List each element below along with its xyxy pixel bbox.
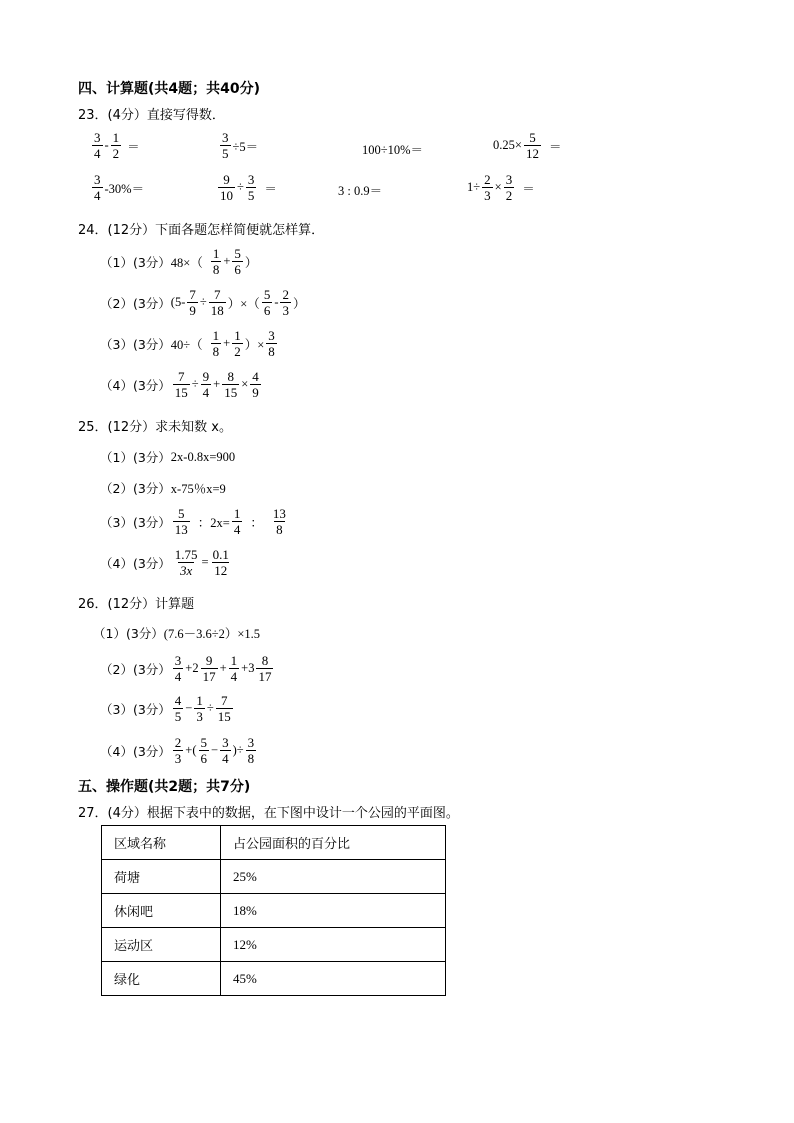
section-title: 四、计算题(共4题；共40分) bbox=[78, 81, 261, 97]
question-23-label: 23．(4分）直接写得数． bbox=[78, 108, 225, 123]
q24-part-4: （4）(3分） $\frac{7}{15}$ ÷ $\frac{9}{4}$ + $\frac{8}{15}$ × $\frac{4}{9}$ bbox=[100, 369, 259, 400]
fraction: $\frac{4}{5}$ bbox=[174, 693, 182, 724]
q26-part-3: （3）(3分） $\frac{4}{5}$ − $\frac{1}{3}$ ÷ $\frac{7}{15}$ bbox=[100, 693, 231, 724]
q26-part-1: （1）(3分） (7.6－3.6÷2）×1.5 bbox=[93, 626, 260, 641]
fraction: $\frac{3}{4}$ bbox=[174, 653, 182, 684]
fraction: $\frac{7}{15}$ bbox=[174, 369, 188, 400]
q23-item-a: $\frac{3}{4}$ - $\frac{1}{2}$ ＝ bbox=[94, 130, 140, 161]
fraction: $\frac{3}{4}$ bbox=[222, 735, 229, 766]
table-row bbox=[102, 962, 446, 996]
fraction: $\frac{5}{6}$ bbox=[200, 735, 208, 766]
fraction: $\frac{1}{3}$ bbox=[196, 693, 203, 724]
table-header-row bbox=[102, 826, 446, 860]
fraction: $\frac{5}{13}$ bbox=[174, 506, 188, 537]
table-header-cell: 区域名称 bbox=[102, 826, 221, 860]
fraction: $\frac{3}{4}$ bbox=[94, 172, 101, 203]
fraction: $\frac{5}{12}$ bbox=[525, 130, 539, 161]
fraction: $\frac{4}{9}$ bbox=[252, 369, 259, 400]
table-cell: 荷塘 bbox=[102, 860, 221, 894]
fraction: $\frac{9}{4}$ bbox=[202, 369, 210, 400]
q23-item-h: 1÷ $\frac{2}{3}$ × $\frac{3}{2}$ ＝ bbox=[467, 172, 535, 203]
table-cell: 12% bbox=[221, 928, 446, 962]
fraction: $\frac{8}{15}$ bbox=[224, 369, 238, 400]
section-title: 五、操作题(共2题；共7分) bbox=[78, 779, 251, 795]
table-row bbox=[102, 894, 446, 928]
fraction: $\frac{1}{2}$ bbox=[112, 130, 120, 161]
fraction: $\frac{2}{3}$ bbox=[282, 287, 289, 318]
fraction: $\frac{1}{8}$ bbox=[212, 328, 220, 359]
q23-item-b: $\frac{3}{5}$ ÷5＝ bbox=[222, 130, 259, 161]
table-cell: 运动区 bbox=[102, 928, 221, 962]
q23-item-d: 0.25× $\frac{5}{12}$ ＝ bbox=[493, 130, 562, 161]
question-27-label: 27．(4分）根据下表中的数据，在下图中设计一个公园的平面图。 bbox=[78, 806, 459, 821]
fraction: $\frac{5}{6}$ bbox=[234, 246, 241, 277]
q26-part-4: （4）(3分） $\frac{2}{3}$ +( $\frac{5}{6}$ − $\frac{3}{4}$ )÷ $\frac{3}{8}$ bbox=[100, 735, 255, 766]
fraction: $\frac{9}{10}$ bbox=[220, 172, 233, 203]
table-cell: 25% bbox=[221, 860, 446, 894]
fraction: $\frac{1}{2}$ bbox=[234, 328, 241, 359]
fraction: $\frac{3}{2}$ bbox=[505, 172, 513, 203]
fraction: $\frac{3}{5}$ bbox=[247, 172, 255, 203]
q24-part-2: （2）(3分） (5- $\frac{7}{9}$ ÷ $\frac{7}{18}$ ）×（ $\frac{5}{6}$ - $\frac{2}{3}$ ） bbox=[100, 287, 306, 318]
q25-part-3: （3）(3分） $\frac{5}{13}$ ：2x= $\frac{1}{4}$ ： $\frac{13}{8}$ bbox=[100, 506, 286, 537]
fraction: $\frac{1}{4}$ bbox=[233, 506, 241, 537]
q23-item-c: 100÷10%＝ bbox=[362, 143, 424, 157]
fraction: $\frac{1}{8}$ bbox=[212, 246, 220, 277]
table-row bbox=[102, 928, 446, 962]
table-row bbox=[102, 860, 446, 894]
fraction: $\frac{3}{8}$ bbox=[247, 735, 255, 766]
fraction: $\frac{3}{5}$ bbox=[222, 130, 229, 161]
fraction: $\frac{3}{4}$ bbox=[94, 130, 101, 161]
question-26-label: 26．(12分）计算题 bbox=[78, 597, 195, 612]
q23-item-e: $\frac{3}{4}$ -30%＝ bbox=[94, 172, 145, 203]
table-header-cell: 占公园面积的百分比 bbox=[221, 826, 446, 860]
park-area-table bbox=[101, 825, 446, 996]
question-25-label: 25．(12分）求未知数 x。 bbox=[78, 420, 232, 435]
fraction: $\frac{13}{8}$ bbox=[272, 506, 286, 537]
q25-part-2: （2）(3分） x-75％x=9 bbox=[100, 481, 226, 496]
fraction: $\frac{7}{18}$ bbox=[210, 287, 224, 318]
fraction: $\frac{5}{6}$ bbox=[263, 287, 271, 318]
q26-part-2: （2）(3分） $\frac{3}{4}$ +2 $\frac{9}{17}$ + $\frac{1}{4}$ +3 $\frac{8}{17}$ bbox=[100, 653, 272, 684]
table-cell: 绿化 bbox=[102, 962, 221, 996]
q25-part-4: （4）(3分） $\frac{1.75}{3x}$ = $\frac{0.1}{12}$ bbox=[100, 547, 229, 578]
fraction: $\frac{8}{17}$ bbox=[258, 653, 272, 684]
fraction: $\frac{2}{3}$ bbox=[174, 735, 182, 766]
table-cell: 18% bbox=[221, 894, 446, 928]
question-24-label: 24．(12分）下面各题怎样简便就怎样算． bbox=[78, 223, 325, 238]
fraction: $\frac{9}{17}$ bbox=[202, 653, 216, 684]
table-cell: 休闲吧 bbox=[102, 894, 221, 928]
fraction: $\frac{7}{9}$ bbox=[189, 287, 196, 318]
fraction: $\frac{0.1}{12}$ bbox=[212, 547, 229, 578]
q23-item-g: 3 : 0.9＝ bbox=[338, 184, 383, 198]
table-cell: 45% bbox=[221, 962, 446, 996]
q24-part-1: （1）(3分） 48×（ $\frac{1}{8}$ + $\frac{5}{6}$ ） bbox=[100, 246, 258, 277]
q24-part-3: （3）(3分） 40÷（ $\frac{1}{8}$ + $\frac{1}{2}$ ）× $\frac{3}{8}$ bbox=[100, 328, 275, 359]
fraction: $\frac{7}{15}$ bbox=[217, 693, 231, 724]
q23-item-f: $\frac{9}{10}$ ÷ $\frac{3}{5}$ ＝ bbox=[220, 172, 277, 203]
fraction: $\frac{2}{3}$ bbox=[484, 172, 491, 203]
fraction: $\frac{1}{4}$ bbox=[230, 653, 238, 684]
fraction: $\frac{1.75}{3x}$ bbox=[174, 547, 198, 578]
q25-part-1: （1）(3分） 2x-0.8x=900 bbox=[100, 449, 236, 465]
fraction: $\frac{3}{8}$ bbox=[268, 328, 275, 359]
